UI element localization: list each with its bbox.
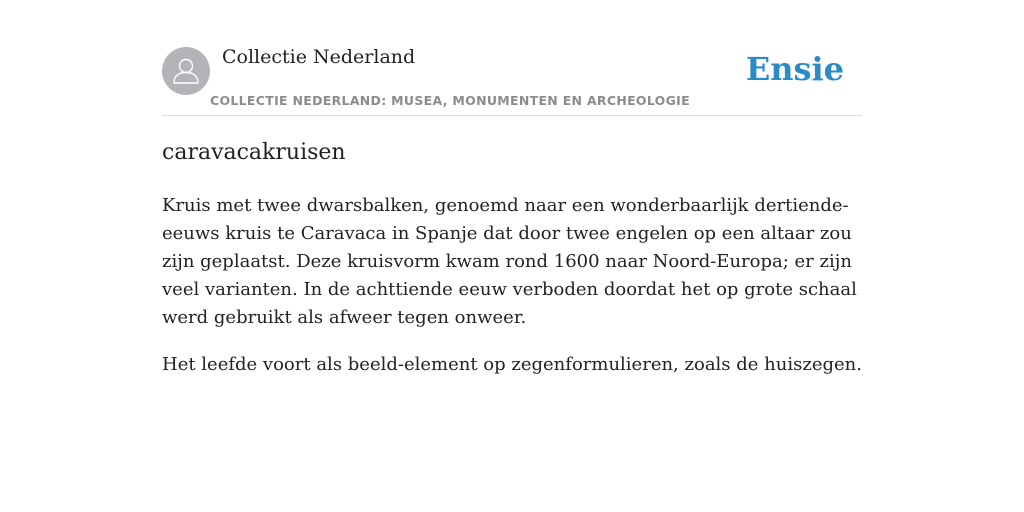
source-collection[interactable]: COLLECTIE NEDERLAND: MUSEA, MONUMENTEN EN ARCHEOLOGIE [210, 93, 690, 108]
entry-paragraph: Het leefde voort als beeld-element op zegenformulieren, zoals de huiszegen. [162, 354, 862, 375]
user-silhouette-icon [162, 47, 210, 95]
entry-title: caravacakruisen [162, 140, 346, 165]
entry-header [162, 40, 862, 116]
entry-paragraph: Kruis met twee dwarsbalken, genoemd naar een wonderbaarlijk dertiende-eeuws kruis te Caravaca in Spanje dat door twee engelen op een altaar zou zijn geplaatst. Deze kruisvorm kwam rond 1600 naar Noord-Europa; er zijn veel varianten. In de achttiende eeuw verboden doordat het op grote schaal werd gebruikt als afweer tegen onweer. [162, 195, 857, 328]
brand-logo[interactable]: Ensie [745, 50, 844, 88]
entry-body [162, 192, 862, 398]
author-name[interactable]: Collectie Nederland [222, 46, 416, 68]
author-avatar[interactable] [162, 47, 210, 95]
